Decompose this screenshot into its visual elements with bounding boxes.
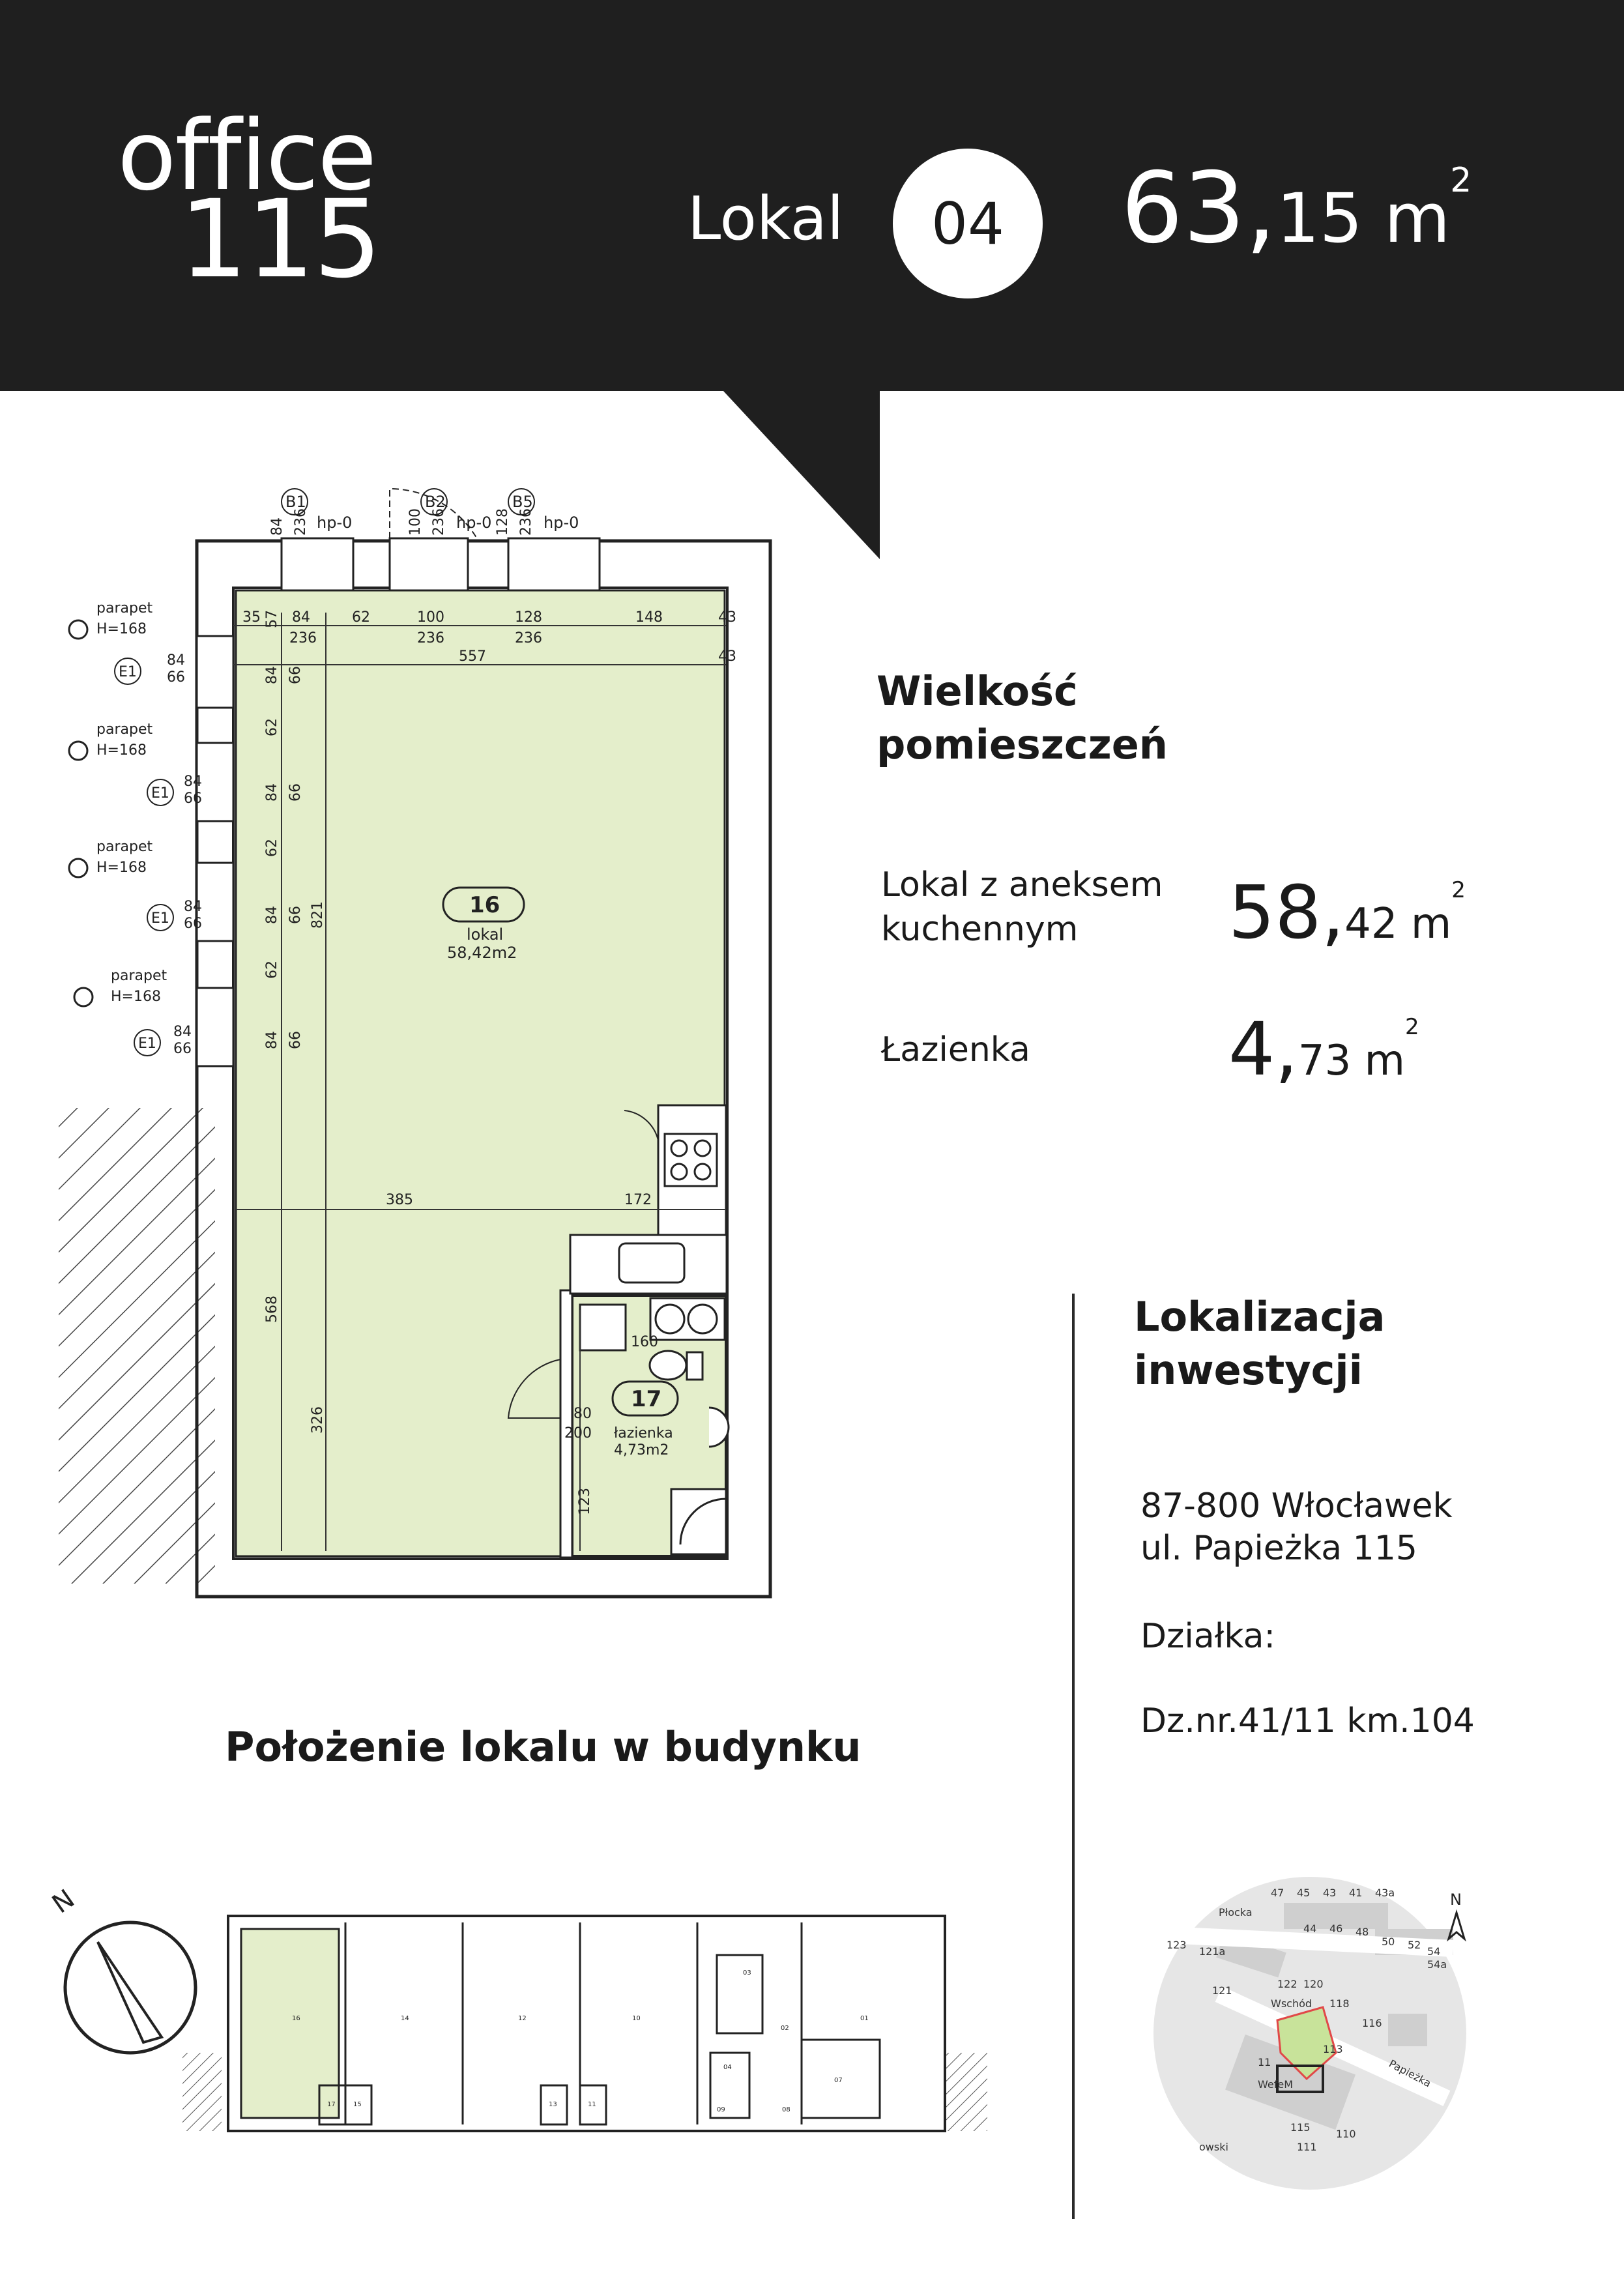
map-num-41: 41 bbox=[1349, 1887, 1363, 1899]
building-ground-hatch-left bbox=[182, 2053, 222, 2131]
room-label-lazienka bbox=[881, 1028, 1030, 1073]
building-section-title: Położenie lokalu w budynku bbox=[225, 1723, 862, 1771]
side-dim-66-3: 66 bbox=[184, 916, 202, 932]
total-area-whole: 63, bbox=[1121, 152, 1277, 265]
win-b1-dim-236: 236 bbox=[293, 508, 309, 536]
parapet-label-3: parapet bbox=[96, 839, 153, 855]
map-street-wschod: Wschód bbox=[1271, 1997, 1312, 2010]
room-16-number: 16 bbox=[469, 892, 500, 918]
map-street-wefem: WefeM bbox=[1258, 2078, 1294, 2091]
win-b1-dim-84: 84 bbox=[269, 517, 285, 536]
room-area-lokal-whole: 58, bbox=[1228, 871, 1345, 955]
dim-128-top: 128 bbox=[515, 609, 542, 626]
unit-number: 04 bbox=[931, 190, 1004, 257]
hp-label-1: hp-0 bbox=[317, 514, 353, 532]
hp-label-3: hp-0 bbox=[544, 514, 579, 532]
building-room-13: 13 bbox=[549, 2101, 557, 2108]
win-b5-dim-236: 236 bbox=[518, 508, 534, 536]
ground-hatch bbox=[59, 1108, 215, 1584]
dim-236-b: 236 bbox=[417, 630, 444, 646]
building-room-02: 02 bbox=[781, 2025, 789, 2032]
win-b2-dim-236: 236 bbox=[431, 508, 447, 536]
building-room-14: 14 bbox=[401, 2015, 409, 2022]
left-windows bbox=[197, 636, 233, 1066]
dim-326: 326 bbox=[310, 1406, 326, 1434]
dim-v-62-b: 62 bbox=[264, 839, 280, 857]
dim-568: 568 bbox=[264, 1296, 280, 1323]
dim-v-84-c: 84 bbox=[264, 906, 280, 924]
building-room-11: 11 bbox=[588, 2101, 596, 2108]
dim-821: 821 bbox=[310, 901, 326, 929]
side-dim-84-1: 84 bbox=[167, 652, 185, 669]
building-room-07: 07 bbox=[834, 2077, 843, 2084]
map-num-54: 54 bbox=[1427, 1945, 1441, 1958]
map-num-115: 115 bbox=[1290, 2121, 1311, 2134]
dim-148-top: 148 bbox=[635, 609, 663, 626]
dim-v-62-a: 62 bbox=[264, 718, 280, 736]
side-window-tag-3: E1 bbox=[151, 910, 169, 927]
plot-value: Dz.nr.41/11 km.104 bbox=[1140, 1702, 1475, 1741]
dim-v-62-c: 62 bbox=[264, 961, 280, 979]
map-num-45: 45 bbox=[1297, 1887, 1311, 1899]
total-area bbox=[1121, 152, 1472, 265]
map-num-121: 121 bbox=[1212, 1984, 1232, 1997]
building-room-12: 12 bbox=[518, 2015, 527, 2022]
total-area-unit-sup: 2 bbox=[1450, 161, 1472, 200]
tag-b2: B2 bbox=[425, 493, 446, 511]
dim-43-top: 43 bbox=[718, 609, 736, 626]
map-num-43: 43 bbox=[1323, 1887, 1337, 1899]
header-banner bbox=[0, 0, 1624, 560]
side-window-tag-2: E1 bbox=[151, 785, 169, 802]
total-area-fraction: 15 m bbox=[1276, 179, 1451, 258]
room-17-number: 17 bbox=[631, 1386, 662, 1412]
room-area-lazienka-whole: 4, bbox=[1228, 1007, 1298, 1092]
room-area-lokal bbox=[1228, 871, 1466, 955]
parapet-height-4: H=168 bbox=[111, 989, 161, 1005]
parapet-height-3: H=168 bbox=[96, 860, 147, 876]
room-area-lazienka bbox=[1228, 1007, 1419, 1092]
dim-200: 200 bbox=[564, 1425, 592, 1442]
room-label-lokal bbox=[881, 863, 1163, 951]
location-title-line2: inwestycji bbox=[1134, 1346, 1363, 1395]
dim-62-top: 62 bbox=[352, 609, 370, 626]
map-num-110: 110 bbox=[1336, 2128, 1356, 2140]
map-street-papiezka: Papieżka bbox=[1387, 2057, 1434, 2090]
building-room-03: 03 bbox=[743, 1969, 751, 1977]
side-dim-84-4: 84 bbox=[173, 1024, 192, 1040]
location-section-title bbox=[1134, 1290, 1385, 1398]
dim-557: 557 bbox=[459, 648, 486, 665]
map-num-121a: 121a bbox=[1199, 1945, 1226, 1958]
dim-v-84-d: 84 bbox=[264, 1031, 280, 1049]
building-room-17: 17 bbox=[327, 2101, 336, 2108]
side-dim-84-3: 84 bbox=[184, 899, 202, 915]
vertical-divider bbox=[1072, 1294, 1075, 2219]
dim-v-66-b: 66 bbox=[287, 783, 304, 802]
parapet-tags bbox=[69, 600, 202, 1057]
map-num-122: 122 bbox=[1277, 1978, 1298, 1990]
parapet-label-1: parapet bbox=[96, 600, 153, 616]
rooms-title-line2: pomieszczeń bbox=[877, 721, 1168, 769]
dim-236-a: 236 bbox=[289, 630, 317, 646]
parapet-height-1: H=168 bbox=[96, 621, 147, 637]
unit-number-badge bbox=[893, 149, 1043, 298]
building-plan bbox=[176, 1870, 997, 2144]
dim-123: 123 bbox=[577, 1488, 593, 1515]
location-title-line1: Lokalizacja bbox=[1134, 1293, 1385, 1341]
rooms-section-title bbox=[877, 665, 1168, 772]
address-street: ul. Papieżka 115 bbox=[1140, 1529, 1417, 1568]
building-room-16: 16 bbox=[292, 2015, 300, 2022]
dim-84-top: 84 bbox=[292, 609, 310, 626]
building-room-10: 10 bbox=[632, 2015, 641, 2022]
map-num-120: 120 bbox=[1303, 1978, 1324, 1990]
win-b5-dim-128: 128 bbox=[495, 508, 511, 536]
room-area-lazienka-sup: 2 bbox=[1404, 1014, 1419, 1040]
hp-label-2: hp-0 bbox=[456, 514, 492, 532]
map-num-46: 46 bbox=[1329, 1922, 1343, 1935]
map-north-arrow-shape bbox=[1449, 1913, 1464, 1939]
map-north-arrow bbox=[1437, 1887, 1476, 1945]
address-city: 87-800 Włocławek bbox=[1140, 1486, 1453, 1526]
dim-172: 172 bbox=[624, 1192, 652, 1208]
dim-v-84-a: 84 bbox=[264, 666, 280, 684]
unit-label: Lokal bbox=[688, 184, 844, 254]
map-num-43a: 43a bbox=[1375, 1887, 1395, 1899]
side-window-tag-1: E1 bbox=[119, 664, 137, 680]
location-map bbox=[1140, 1857, 1479, 2196]
dim-43-b: 43 bbox=[718, 648, 736, 665]
room-label-lokal-line2: kuchennym bbox=[881, 909, 1079, 949]
win-b2-dim-100: 100 bbox=[407, 508, 424, 536]
map-num-113: 113 bbox=[1323, 2043, 1343, 2055]
dim-v-57: 57 bbox=[264, 610, 280, 628]
logo-word: office bbox=[117, 100, 376, 212]
room-16-name: lokal bbox=[467, 925, 504, 944]
room-17-name: łazienka bbox=[614, 1425, 673, 1442]
parapet-label-2: parapet bbox=[96, 721, 153, 738]
dim-v-84-b: 84 bbox=[264, 783, 280, 802]
map-num-50: 50 bbox=[1382, 1935, 1395, 1948]
map-num-123: 123 bbox=[1167, 1939, 1187, 1951]
dim-236-c: 236 bbox=[515, 630, 542, 646]
compass-needle bbox=[98, 1942, 162, 2042]
room-16-area: 58,42m2 bbox=[447, 944, 517, 962]
map-num-48: 48 bbox=[1356, 1926, 1369, 1938]
top-windows bbox=[282, 538, 600, 590]
parapet-label-4: parapet bbox=[111, 968, 167, 984]
map-num-47: 47 bbox=[1271, 1887, 1284, 1899]
compass-north-label: N bbox=[46, 1883, 80, 1920]
room-17-area: 4,73m2 bbox=[614, 1442, 669, 1458]
tag-b1: B1 bbox=[285, 493, 306, 511]
map-num-118: 118 bbox=[1329, 1997, 1350, 2010]
building-room-04: 04 bbox=[723, 2064, 732, 2071]
dim-100-top: 100 bbox=[417, 609, 444, 626]
dim-v-66-c: 66 bbox=[287, 906, 304, 924]
building-room-09: 09 bbox=[717, 2106, 725, 2113]
side-dim-66-1: 66 bbox=[167, 669, 185, 686]
dim-v-66-d: 66 bbox=[287, 1031, 304, 1049]
parapet-height-2: H=168 bbox=[96, 742, 147, 759]
plot-label: Działka: bbox=[1140, 1617, 1276, 1656]
map-num-111: 111 bbox=[1297, 2141, 1317, 2153]
map-num-11: 11 bbox=[1258, 2056, 1271, 2068]
side-window-tag-4: E1 bbox=[138, 1036, 156, 1052]
map-street-owski: owski bbox=[1199, 2141, 1228, 2153]
map-num-44: 44 bbox=[1303, 1922, 1317, 1935]
dim-v-66-a: 66 bbox=[287, 666, 304, 684]
partition-wall bbox=[560, 1290, 572, 1558]
map-num-54a: 54a bbox=[1427, 1958, 1447, 1971]
map-north-label: N bbox=[1450, 1891, 1462, 1909]
side-dim-84-2: 84 bbox=[184, 774, 202, 790]
building-ground-hatch-right bbox=[942, 2053, 987, 2131]
map-street-plocka: Płocka bbox=[1219, 1906, 1253, 1919]
room-area-lokal-frac: 42 m bbox=[1344, 900, 1452, 948]
floor-plan bbox=[13, 482, 821, 1603]
tag-b5: B5 bbox=[512, 493, 533, 511]
map-num-52: 52 bbox=[1408, 1939, 1421, 1951]
dim-35: 35 bbox=[242, 609, 261, 626]
building-room-01: 01 bbox=[860, 2015, 869, 2022]
rooms-title-line1: Wielkość bbox=[877, 667, 1078, 715]
building-room-08: 08 bbox=[782, 2106, 790, 2113]
dim-80: 80 bbox=[573, 1406, 592, 1422]
dim-160: 160 bbox=[631, 1334, 658, 1350]
room-area-lazienka-frac: 73 m bbox=[1298, 1037, 1405, 1085]
room-area-lokal-sup: 2 bbox=[1451, 877, 1466, 903]
room-label-lazienka-line1: Łazienka bbox=[881, 1030, 1030, 1069]
map-num-116: 116 bbox=[1362, 2017, 1382, 2029]
building-room-15: 15 bbox=[353, 2101, 362, 2108]
dim-385: 385 bbox=[386, 1192, 413, 1208]
building-unit-16-highlight bbox=[241, 1929, 339, 2118]
side-dim-66-4: 66 bbox=[173, 1041, 192, 1057]
logo-number: 115 bbox=[179, 177, 381, 302]
room-label-lokal-line1: Lokal z aneksem bbox=[881, 865, 1163, 905]
side-dim-66-2: 66 bbox=[184, 790, 202, 807]
